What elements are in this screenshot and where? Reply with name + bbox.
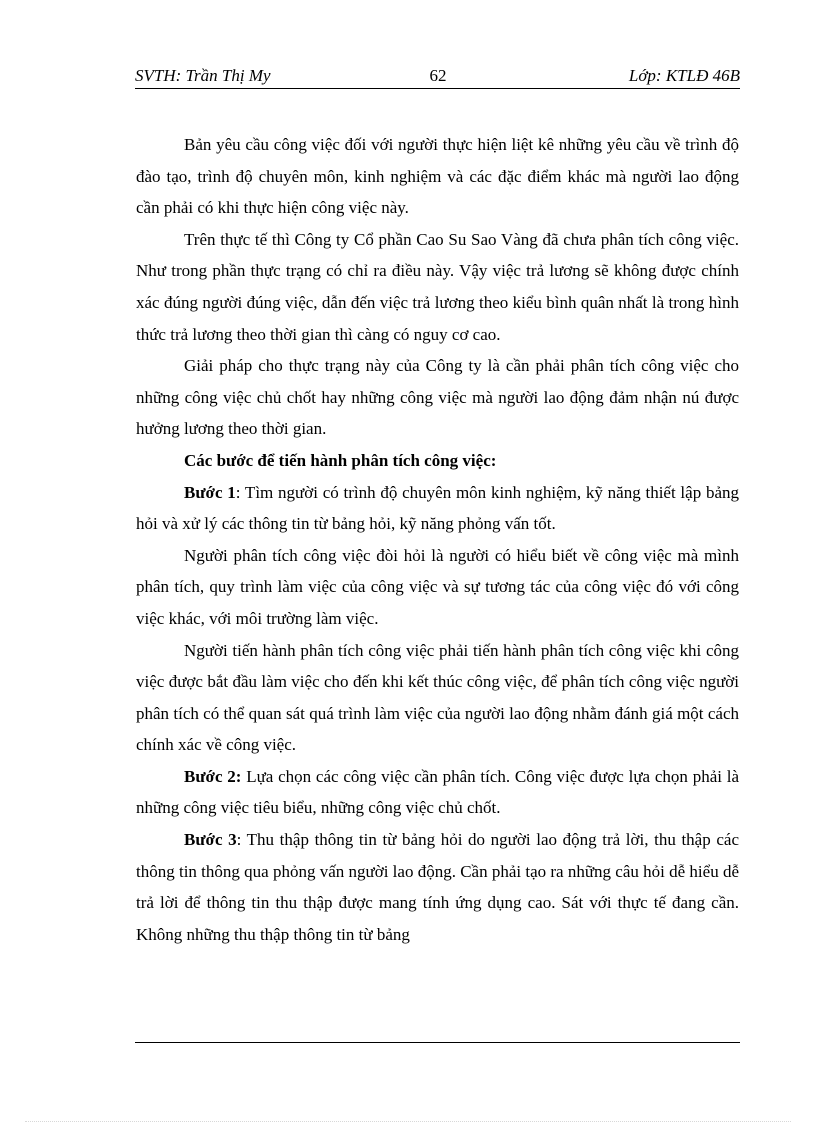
header-author: SVTH: Trần Thị My (135, 66, 271, 85)
paragraph-solution: Giải pháp cho thực trạng này của Công ty là cần phải phân tích công việc cho những công việc chủ chốt hay những công việc mà người lao động đảm nhận nú được hưởng lương theo thời gian. (136, 356, 739, 439)
steps-heading: Các bước để tiến hành phân tích công việc: (184, 450, 497, 470)
page-edge-divider (25, 1121, 791, 1122)
step-2-label: Bước 2: (184, 766, 242, 786)
step-1 (136, 477, 739, 540)
paragraph-analyst-process: Người tiến hành phân tích công việc phải tiến hành phân tích công việc khi công việc được bắt đầu làm việc cho đến khi kết thúc công việc, để phân tích công việc người phân tích có thể quan sát quá trình làm việc của người lao động nhằm đánh giá một cách chính xác về công việc. (136, 640, 739, 755)
step-2-text: Lựa chọn các công việc cần phân tích. Công việc được lựa chọn phải là những công việc tiêu biểu, những công việc chủ chốt. (136, 766, 739, 818)
header-class: Lớp: KTLĐ 46B (628, 66, 740, 85)
header-page-number: 62 (429, 66, 447, 85)
paragraph-company-status: Trên thực tế thì Công ty Cổ phần Cao Su Sao Vàng đã chưa phân tích công việc. Như trong phần thực trạng có chỉ ra điều này. Vậy việc trả lương sẽ không được chính xác đúng người đúng việc, dẫn đến việc trả lương theo kiểu bình quân nhất là trong hình thức trả lương theo thời gian thì càng có nguy cơ cao. (136, 229, 739, 344)
paragraph-analyst-knowledge: Người phân tích công việc đòi hỏi là người có hiểu biết về công việc mà mình phân tích, quy trình làm việc của công việc và sự tương tác của công việc đó với công việc khác, với môi trường làm việc. (136, 545, 739, 628)
step-3-text: : Thu thập thông tin từ bảng hỏi do người lao động trả lời, thu thập các thông tin thông qua phỏng vấn người lao động. Cần phải tạo ra những câu hỏi dễ hiểu dễ trả lời để thông tin thu thập được mang tính ứng dụng cao. Sát với thực tế đang cần. Không những thu thập thông tin từ bảng (136, 830, 739, 944)
paragraph-job-requirements: Bản yêu cầu công việc đối với người thực hiện liệt kê những yêu cầu về trình độ đào tạo, trình độ chuyên môn, kinh nghiệm và các đặc điểm khác mà người lao động cần phải có khi thực hiện công việc này. (136, 135, 739, 218)
document-body (136, 129, 739, 950)
step-1-text: : Tìm người có trình độ chuyên môn kinh nghiệm, kỹ năng thiết lập bảng hỏi và xử lý các thông tin từ bảng hỏi, kỹ năng phỏng vấn tốt. (136, 482, 740, 534)
step-2 (136, 761, 739, 824)
step-1-label: Bước 1 (184, 482, 236, 502)
step-3 (136, 824, 739, 950)
step-3-label: Bước 3 (184, 830, 237, 850)
page-header (135, 62, 740, 89)
footer-rule (135, 1042, 740, 1043)
